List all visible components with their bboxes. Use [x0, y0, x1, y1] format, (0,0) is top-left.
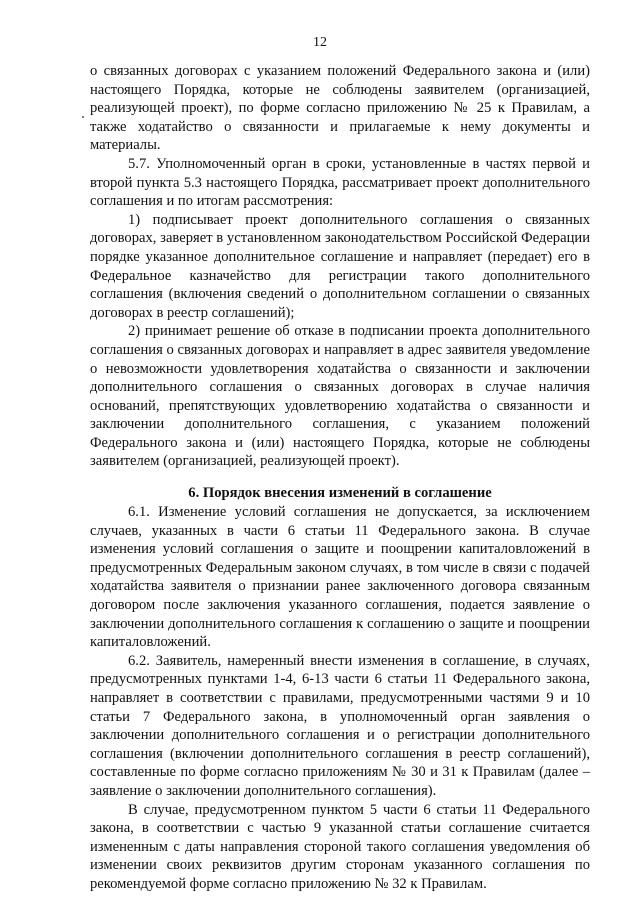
- list-item-1: 1) подписывает проект дополнительного соглашения о связанных договорах, заверяет в установленном законодательством Российской Федерации порядке указанное дополнительное соглашение и направляет (передает) его в Федеральное казначейство для регистрации такого дополнительного соглашения (включения сведений о дополнительном соглашении о связанных договорах в реестр соглашений);: [90, 211, 590, 321]
- paragraph-6-1: 6.1. Изменение условий соглашения не допускается, за исключением случаев, указанных в части 6 статьи 11 Федерального закона. В случае изменения условий соглашения о защите и поощрении капиталовложений в предусмотренных Федеральным законом случаях, в том числе в связи с подачей ходатайства заявителя о признании ранее заключенного договора связанным договором после заключения указанного соглашения, подается заявление о заключении дополнительного соглашения к соглашению о защите и поощрении капиталовложений.: [90, 504, 590, 651]
- paragraph-5-7: 5.7. Уполномоченный орган в сроки, установленные в частях первой и второй пункта 5.3 настоящего Порядка, рассматривает проект дополнительного соглашения и по итогам рассмотрения:: [90, 155, 590, 210]
- paragraph-6-2: 6.2. Заявитель, намеренный внести изменения в соглашение, в случаях, предусмотренных пунктами 1-4, 6-13 части 6 статьи 11 Федерального закона, направляет в соответствии с правилами, предусмотренными частями 9 и 10 статьи 7 Федерального закона, в уполномоченный орган заявления о заключении дополнительного соглашения и о регистрации дополнительного соглашения (включении дополнительного соглашения в реестр соглашений), составленные по форме согласно приложениям № 30 и 31 к Правилам (далее – заявление о заключении дополнительного соглашения).: [90, 652, 590, 799]
- paragraph-continuation: о связанных договорах с указанием положений Федерального закона и (или) настоящего Порядка, которые не соблюдены заявителем (организацией, реализующей проект), по форме согласно приложению № 25 к Правилам, а также ходатайство о связанности и прилагаемые к нему документы и материалы.: [90, 63, 590, 154]
- page-body: [90, 62, 590, 894]
- section-heading: 6. Порядок внесения изменений в соглашение: [188, 485, 492, 502]
- scan-speck: [82, 116, 84, 118]
- paragraph-6-2-case: В случае, предусмотренном пунктом 5 части 6 статьи 11 Федерального закона, в соответствии с частью 9 указанной статьи соглашение считается измененным с даты направления стороной такого соглашения уведомления об изменении своих реквизитов другим сторонам указанного соглашения по рекомендуемой форме согласно приложению № 32 к Правилам.: [90, 801, 590, 892]
- page-number: 12: [313, 35, 327, 50]
- list-item-2: 2) принимает решение об отказе в подписании проекта дополнительного соглашения о связанных договорах и направляет в адрес заявителя уведомление о невозможности удовлетворения ходатайства о связанности и заключении дополнительного соглашения о связанных договорах в случае наличия оснований, препятствующих удовлетворению ходатайства о связанности и заключении дополнительного соглашения, с указанием положений Федерального закона и (или) настоящего Порядка, которые не соблюдены заявителем (организацией, реализующей проект).: [90, 323, 590, 470]
